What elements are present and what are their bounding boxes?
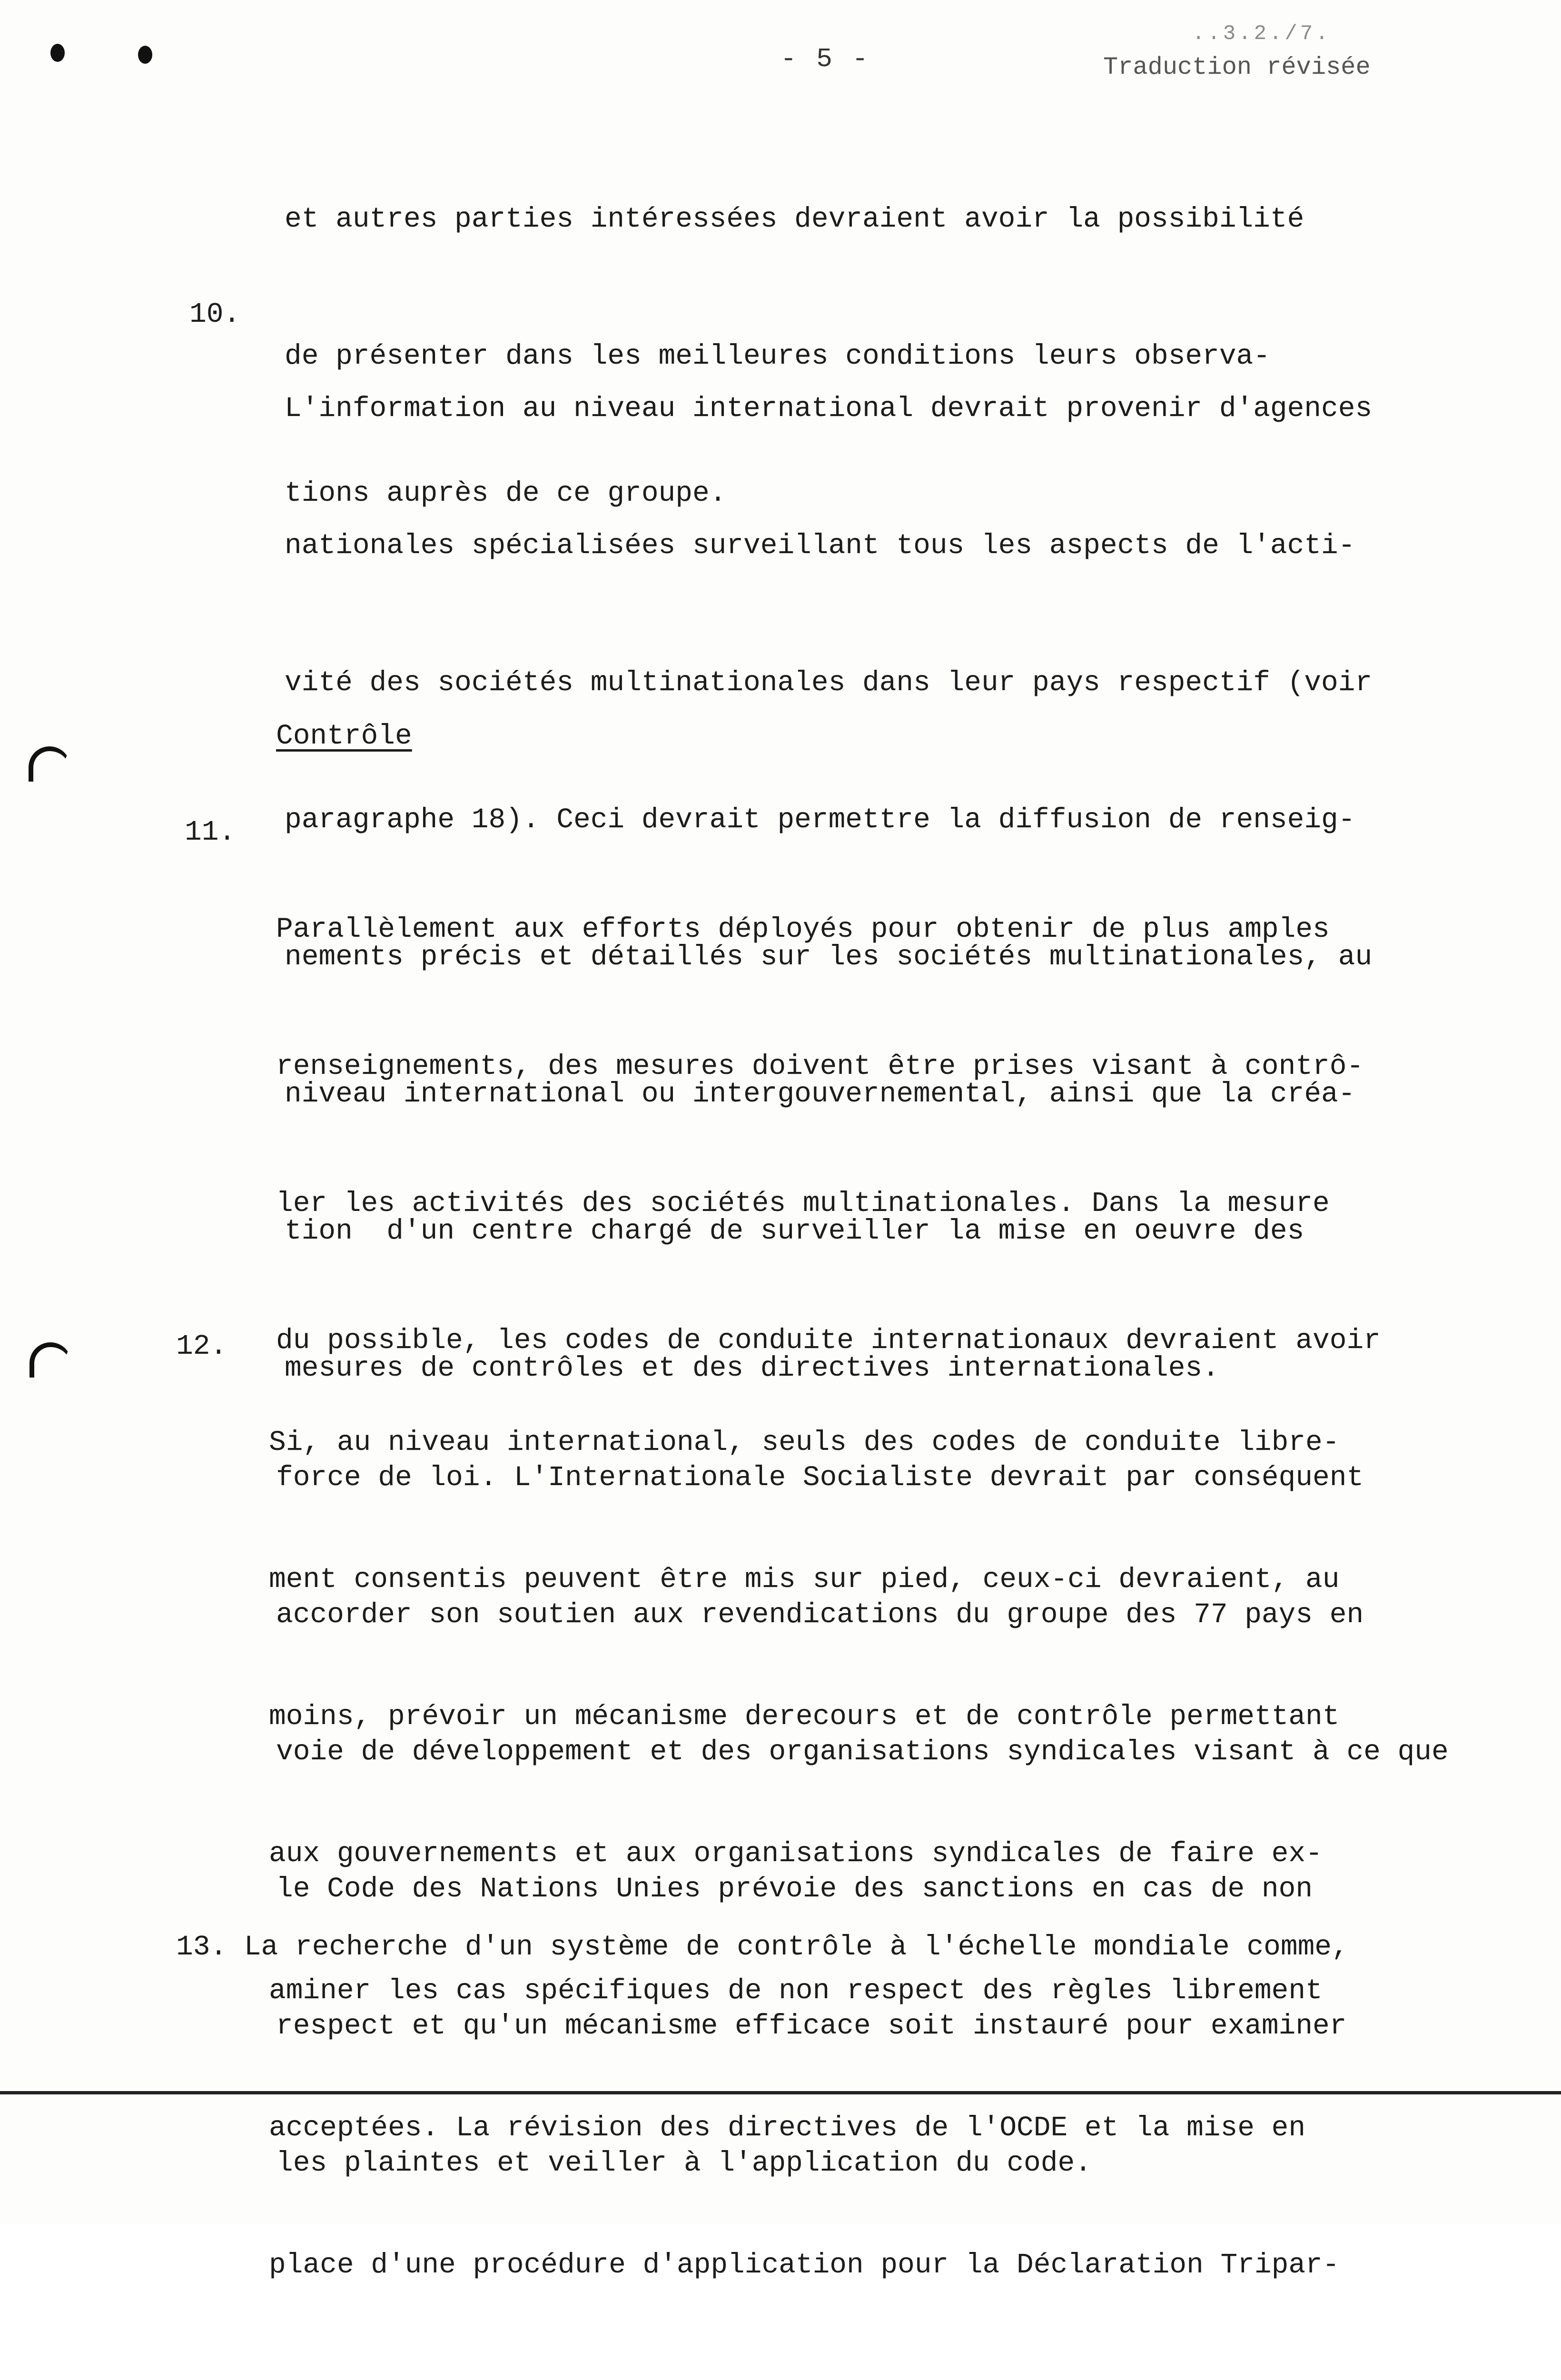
text-line: mesures de contrôles et des directives internationales. (285, 1352, 1219, 1384)
text-line: les plaintes et veiller à l'application du code. (276, 2147, 1092, 2179)
text-line: ler les activités des sociétés multinationales. Dans la mesure (276, 1187, 1330, 1220)
paragraph-number: 12. (176, 1330, 227, 1362)
punch-hole-mark (50, 44, 65, 62)
text-line: respect et qu'un mécanisme efficace soit instauré pour examiner (276, 2010, 1347, 2042)
bottom-rule (0, 2091, 1561, 2094)
text-line: de présenter dans les meilleures conditions leurs observa- (285, 340, 1270, 372)
text-line: 13. La recherche d'un système de contrôle à l'échelle mondiale comme, (176, 1931, 1349, 1963)
text-line: paragraphe 18). Ceci devrait permettre la diffusion de renseig- (285, 803, 1355, 836)
text-line: moins, prévoir un mécanisme derecours et de contrôle permettant (269, 1700, 1340, 1733)
paragraph-13 (176, 1833, 1349, 2061)
text-line: acceptées. La révision des directives de l'OCDE et la mise en (269, 2112, 1306, 2144)
text-line: aux gouvernements et aux organisations syndicales de faire ex- (269, 1837, 1323, 1870)
text-line: nements précis et détaillés sur les sociétés multinationales, au (285, 941, 1373, 973)
text-line: tions auprès de ce groupe. (285, 477, 727, 509)
text-line: et autres parties intéressées devraient avoir la possibilité (285, 203, 1304, 235)
paragraph-number: 10. (189, 298, 241, 330)
document-reference: ..3.2./7. (1192, 22, 1331, 46)
text-line: niveau international ou intergouvernemental, ainsi que la créa- (285, 1078, 1355, 1110)
text-line: vité des sociétés multinationales dans leur pays respectif (voir (285, 666, 1373, 699)
text-line: Parallèlement aux efforts déployés pour obtenir de plus amples (276, 913, 1330, 945)
text-line: force de loi. L'Internationale Socialiste devrait par conséquent (276, 1461, 1364, 1494)
text-line: L'information au niveau international devrait provenir d'agences (285, 392, 1373, 425)
punch-hole-mark (138, 46, 152, 64)
text-line: place d'une procédure d'application pour la Déclaration Tripar- (269, 2249, 1340, 2281)
staple-mark (29, 746, 70, 782)
text-line: nationales spécialisées surveillant tous les aspects de l'acti- (285, 529, 1355, 562)
paragraph-number: 11. (185, 816, 236, 848)
text-line: Si, au niveau international, seuls des codes de conduite libre- (269, 1426, 1340, 1458)
text-line: renseignements, des mesures doivent être prises visant à contrô- (276, 1050, 1364, 1082)
page-number: - 5 - (780, 44, 870, 74)
text-line: le Code des Nations Unies prévoie des sanctions en cas de non (276, 1873, 1313, 1905)
section-heading: Contrôle (276, 720, 412, 752)
text-line: ment consentis peuvent être mis sur pied, ceux-ci devraient, au (269, 1563, 1340, 1596)
text-line: voie de développement et des organisations syndicales visant à ce que (276, 1735, 1449, 1768)
text-line (269, 2379, 1356, 2380)
text-line: du possible, les codes de conduite internationaux devraient avoir (276, 1324, 1381, 1357)
staple-mark (30, 1342, 71, 1378)
text-line: tion d'un centre chargé de surveiller la mise en oeuvre des (285, 1215, 1304, 1247)
translation-note: Traduction révisée (1103, 53, 1371, 81)
text-line: aminer les cas spécifiques de non respect des règles librement (269, 1974, 1323, 2007)
text-line: accorder son soutien aux revendications du groupe des 77 pays en (276, 1598, 1364, 1631)
